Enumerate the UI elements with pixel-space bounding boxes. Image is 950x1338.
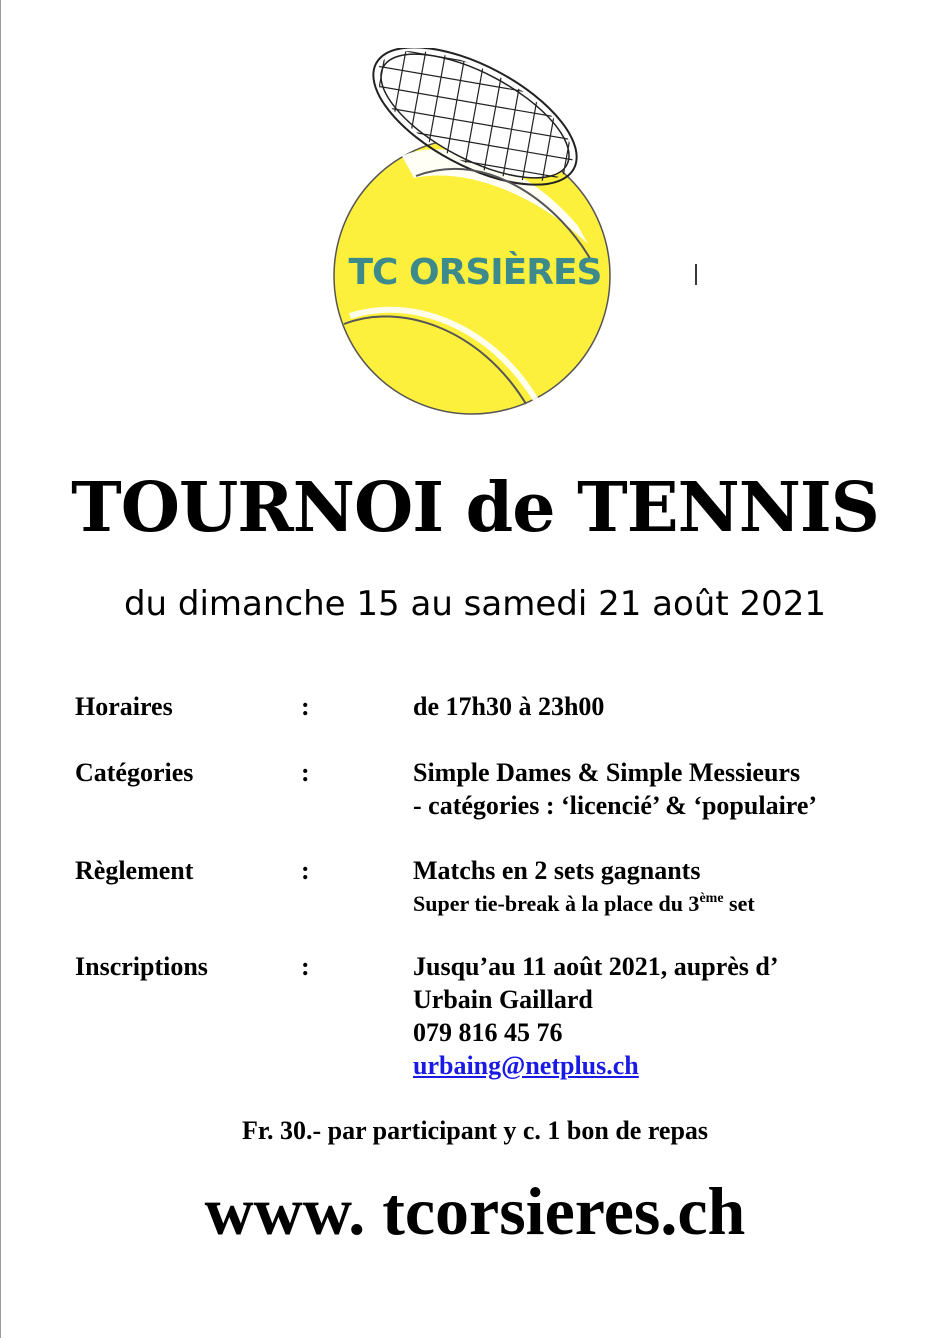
- categories-line-1: Simple Dames & Simple Messieurs: [413, 758, 801, 787]
- reglement-line-2: [413, 887, 755, 920]
- categories-line-2: - catégories : ‘licencié’ & ‘populaire’: [413, 791, 818, 820]
- tc-orsieres-logo: [330, 48, 620, 420]
- info-value-reglement: [413, 854, 755, 920]
- page-title: TOURNOI de TENNIS: [71, 468, 879, 548]
- info-colon: :: [301, 856, 310, 885]
- tennis-ball-racket-icon: [330, 48, 620, 420]
- info-colon: :: [301, 952, 310, 981]
- text-cursor: [695, 264, 697, 285]
- contact-phone: 079 816 45 76: [413, 1018, 563, 1047]
- website-url: www. tcorsieres.ch: [204, 1173, 746, 1249]
- contact-name: Urbain Gaillard: [413, 985, 593, 1014]
- reglement-line-1: Matchs en 2 sets gagnants: [413, 856, 701, 885]
- contact-email-link[interactable]: urbaing@netplus.ch: [413, 1051, 639, 1080]
- info-label-inscriptions: Inscriptions: [75, 952, 208, 981]
- page-subtitle: du dimanche 15 au samedi 21 août 2021: [123, 584, 827, 624]
- info-label-categories: Catégories: [75, 758, 194, 787]
- info-label-horaires: Horaires: [75, 692, 173, 721]
- reglement-line-2-end: set: [723, 891, 755, 916]
- reglement-superscript: ème: [699, 891, 724, 906]
- price-info: Fr. 30.- par participant y c. 1 bon de repas: [241, 1116, 709, 1145]
- reglement-line-2-text: Super tie-break à la place du 3: [413, 891, 700, 916]
- info-colon: :: [301, 692, 310, 721]
- logo-text: TC ORSIÈRES: [348, 252, 602, 293]
- info-value-horaires: de 17h30 à 23h00: [413, 692, 605, 721]
- info-colon: :: [301, 758, 310, 787]
- info-label-reglement: Règlement: [75, 856, 194, 885]
- info-value-categories: [413, 756, 817, 822]
- info-value-inscriptions: [413, 950, 779, 1082]
- inscriptions-line-1: Jusqu’au 11 août 2021, auprès d’: [413, 952, 779, 981]
